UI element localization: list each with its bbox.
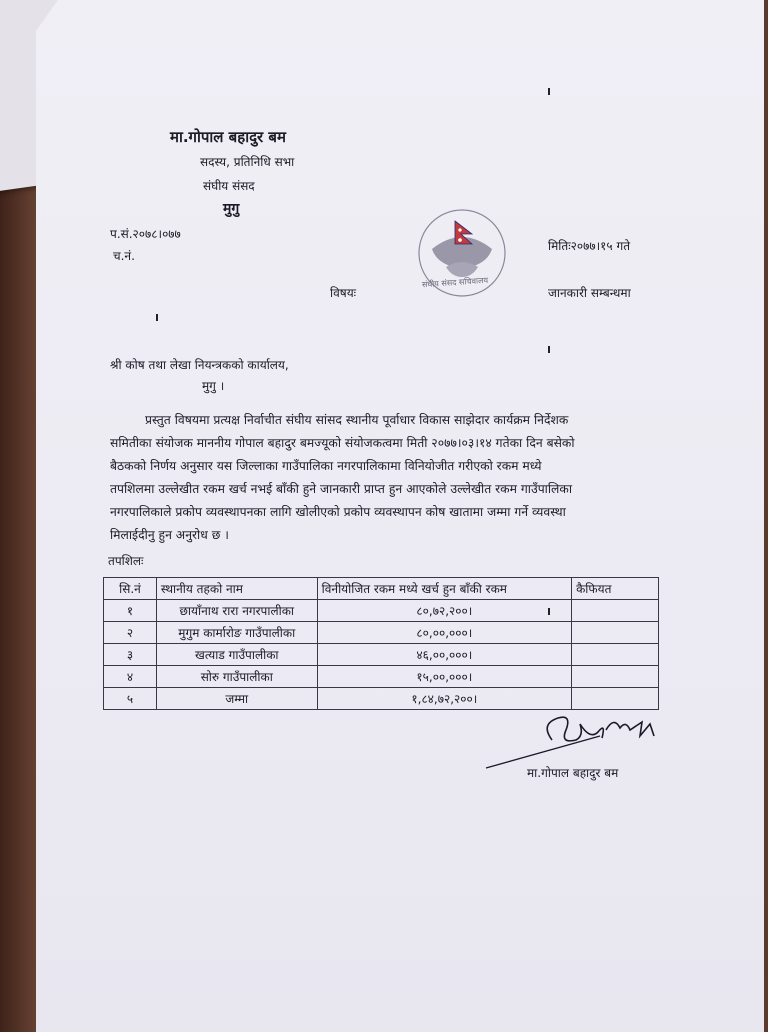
row-sn: ३: [104, 644, 157, 666]
row-sn: ५: [104, 688, 157, 710]
table-row: [104, 622, 659, 644]
parliament-emblem: [412, 207, 512, 303]
row-remarks: [572, 666, 659, 688]
patra-sankhya: प.सं.२०७८।०७७: [110, 227, 181, 241]
row-name: छायाँनाथ रारा नगरपालीका: [156, 600, 317, 622]
row-name: मुगुम कार्मारोङ गाउँपालीका: [156, 622, 317, 644]
letterhead-name: मा.गोपाल बहादुर बम: [170, 128, 286, 146]
letterhead-position: सदस्य, प्रतिनिधि सभा: [200, 155, 295, 169]
header-sn: सि.नं: [104, 578, 157, 600]
letterhead-district: मुगु: [223, 201, 240, 217]
table-row: [104, 666, 659, 688]
stray-mark: [548, 346, 550, 353]
recipient-office: श्री कोष तथा लेखा नियन्त्रकको कार्यालय,: [110, 358, 289, 372]
body-line-4: तपशिलमा उल्लेखीत रकम खर्च नभई बाँकी हुने जानकारी प्राप्त हुन आएकोले उल्लेखीत रकम गाउँपालिका: [110, 482, 573, 496]
table-header-row: [104, 578, 659, 600]
row-amount: १,८४,७२,२००।: [317, 688, 571, 710]
row-name: सोरु गाउँपालीका: [156, 666, 317, 688]
subject-label: विषयः: [330, 286, 357, 300]
recipient-location: मुगु ।: [202, 379, 225, 393]
stray-mark: [548, 88, 550, 95]
row-remarks: [572, 622, 659, 644]
allocation-table: [103, 577, 659, 710]
body-line-6: मिलाईदीनु हुन अनुरोध छ ।: [110, 528, 229, 542]
signatory-name: मा.गोपाल बहादुर बम: [527, 766, 619, 780]
row-sn: १: [104, 600, 157, 622]
row-sn: ४: [104, 666, 157, 688]
letterhead-house: संघीय संसद: [203, 179, 255, 193]
body-line-2: समितीका संयोजक माननीय गोपाल बहादुर बमज्यूको संयोजकत्वमा मिती २०७७।०३।१४ गतेका दिन बसेको: [110, 436, 575, 450]
row-remarks: [572, 644, 659, 666]
table-row: [104, 600, 659, 622]
letter-date: मितिः२०७७।१५ गते: [548, 239, 631, 253]
chalani-number: च.नं.: [113, 249, 135, 263]
row-amount: ८०,००,०००।: [317, 622, 571, 644]
header-local-level: स्थानीय तहको नाम: [156, 578, 317, 600]
row-amount: ४६,००,०००।: [317, 644, 571, 666]
row-amount: १५,००,०००।: [317, 666, 571, 688]
row-amount: ८०,७२,२००।: [317, 600, 571, 622]
stray-mark: [548, 608, 550, 615]
body-line-3: बैठकको निर्णय अनुसार यस जिल्लाका गाउँपालिका नगरपालिकामा विनियोजीत गरीएको रकम मध्ये: [110, 459, 542, 473]
row-sn: २: [104, 622, 157, 644]
emblem-text: संघीय संसद सचिवालय: [421, 275, 489, 290]
row-remarks: [572, 600, 659, 622]
body-line-1: प्रस्तुत विषयमा प्रत्यक्ष निर्वाचीत संघीय सांसद स्थानीय पूर्वाधार विकास साझेदार कार्यक्रम निर्देशक: [145, 413, 569, 427]
row-name: जम्मा: [156, 688, 317, 710]
row-name: खत्याड गाउँपालीका: [156, 644, 317, 666]
table-row: [104, 644, 659, 666]
stray-mark: [156, 314, 158, 321]
header-remarks: कैफियत: [572, 578, 659, 600]
header-remaining-amount: विनीयोजित रकम मध्ये खर्च हुन बाँकी रकम: [317, 578, 571, 600]
tapsil-label: तपशिलः: [108, 554, 144, 568]
subject-text: जानकारी सम्बन्धमा: [548, 286, 631, 300]
body-line-5: नगरपालिकाले प्रकोप व्यवस्थापनका लागि खोलीएको प्रकोप व्यवस्थापन कोष खातामा जम्मा गर्ने व्यवस्था: [110, 505, 566, 519]
